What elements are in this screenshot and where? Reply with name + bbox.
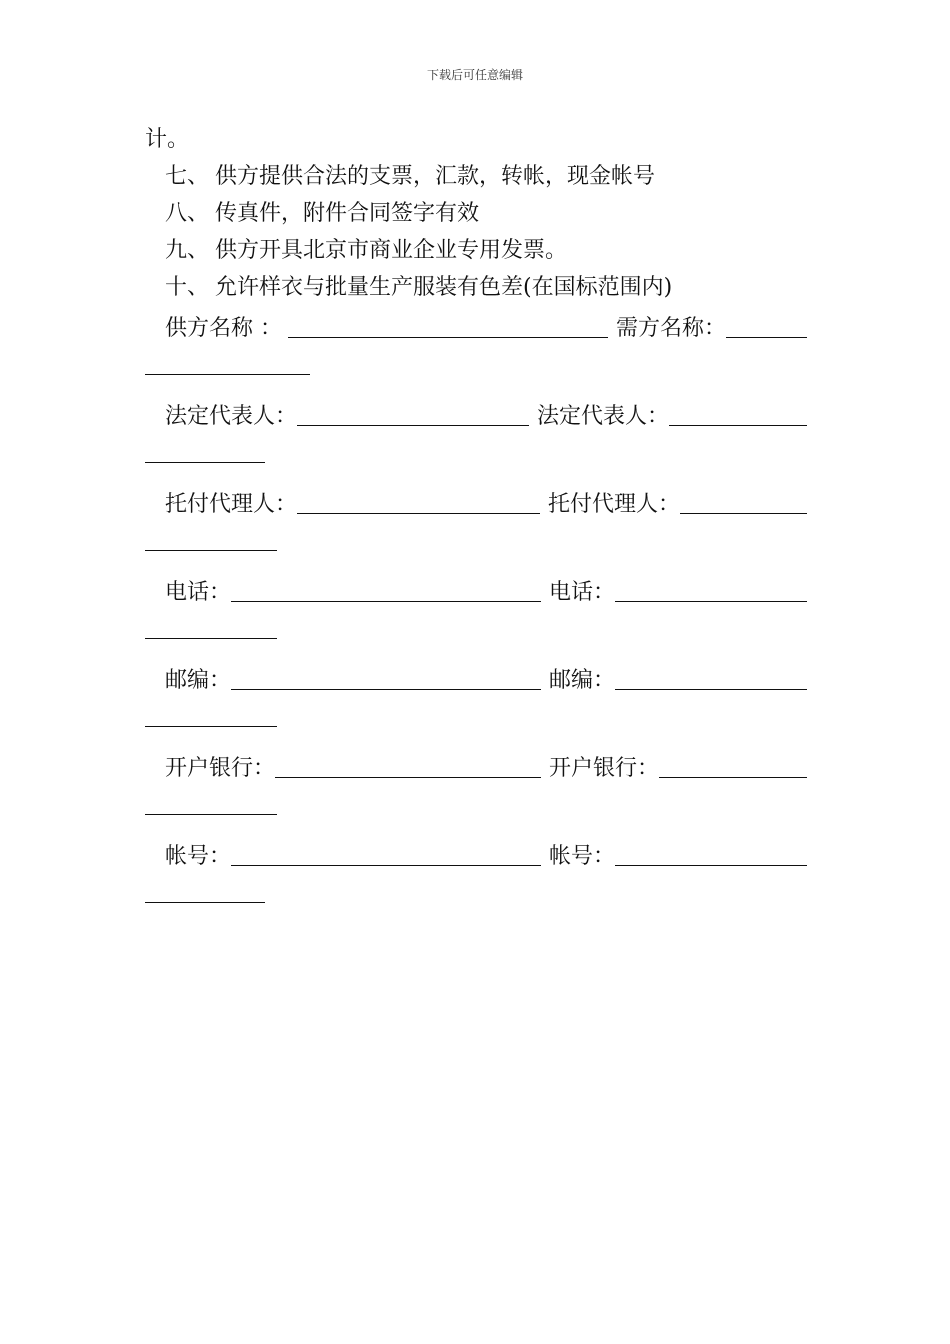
field-group-name: [145, 306, 807, 375]
buyer-name-blank[interactable]: [726, 311, 807, 338]
supplier-name-label: 供方名称 ：: [165, 316, 282, 341]
supplier-agent-label: 托付代理人：: [165, 492, 298, 517]
supplier-legal-rep-blank[interactable]: [297, 399, 529, 426]
field-row: [145, 306, 807, 342]
clause-text: 供方开具北京市商业企业专用发票。: [215, 238, 568, 263]
clause-7: [145, 159, 807, 196]
buyer-account-blank-continued[interactable]: [145, 901, 265, 903]
clause-number: 七、: [165, 164, 210, 189]
buyer-postcode-blank[interactable]: [615, 663, 807, 690]
field-row: [145, 658, 807, 694]
supplier-agent-blank[interactable]: [297, 487, 540, 514]
field-group-bank: [145, 746, 807, 815]
buyer-legal-rep-label: 法定代表人：: [537, 404, 670, 429]
field-group-agent: [145, 482, 807, 551]
buyer-legal-rep-blank[interactable]: [669, 399, 807, 426]
clause-9: [145, 233, 807, 270]
supplier-account-label: 帐号：: [165, 844, 232, 869]
buyer-postcode-blank-continued[interactable]: [145, 725, 277, 727]
field-row: [145, 746, 807, 782]
supplier-name-blank[interactable]: [288, 311, 608, 338]
field-group-legal-rep: [145, 394, 807, 463]
intro-text: 计。: [145, 127, 190, 152]
clause-number: 十、: [165, 275, 210, 300]
supplier-bank-blank[interactable]: [275, 751, 541, 778]
supplier-account-blank[interactable]: [231, 839, 541, 866]
field-group-postcode: [145, 658, 807, 727]
buyer-bank-blank-continued[interactable]: [145, 813, 277, 815]
supplier-phone-blank[interactable]: [231, 575, 541, 602]
buyer-agent-label: 托付代理人：: [548, 492, 681, 517]
buyer-phone-label: 电话：: [549, 580, 616, 605]
buyer-account-blank[interactable]: [615, 839, 807, 866]
buyer-agent-blank-continued[interactable]: [145, 549, 277, 551]
buyer-legal-rep-blank-continued[interactable]: [145, 461, 265, 463]
field-row: [145, 394, 807, 430]
clause-text: 传真件，附件合同签字有效: [215, 201, 480, 226]
clause-number: 八、: [165, 201, 210, 226]
buyer-phone-blank-continued[interactable]: [145, 637, 277, 639]
buyer-name-blank-continued[interactable]: [145, 373, 310, 375]
supplier-bank-label: 开户银行：: [165, 756, 276, 781]
supplier-legal-rep-label: 法定代表人：: [165, 404, 298, 429]
page-header: 下载后可任意编辑: [426, 68, 523, 82]
clause-8: [145, 196, 807, 233]
clause-number: 九、: [165, 238, 210, 263]
buyer-bank-blank[interactable]: [659, 751, 807, 778]
clause-10: [145, 270, 807, 307]
clause-text: 允许样衣与批量生产服装有色差(在国标范围内): [215, 275, 673, 300]
field-group-account: [145, 834, 807, 903]
supplier-postcode-label: 邮编：: [165, 668, 232, 693]
buyer-name-label: 需方名称：: [616, 316, 727, 341]
buyer-phone-blank[interactable]: [615, 575, 807, 602]
supplier-postcode-blank[interactable]: [231, 663, 541, 690]
supplier-phone-label: 电话：: [165, 580, 232, 605]
document-body: [145, 122, 807, 903]
buyer-account-label: 帐号：: [549, 844, 616, 869]
field-row: [145, 482, 807, 518]
buyer-agent-blank[interactable]: [680, 487, 807, 514]
field-row: [145, 834, 807, 870]
buyer-postcode-label: 邮编：: [549, 668, 616, 693]
clause-text: 供方提供合法的支票，汇款，转帐，现金帐号: [215, 164, 656, 189]
buyer-bank-label: 开户银行：: [549, 756, 660, 781]
field-row: [145, 570, 807, 606]
field-group-phone: [145, 570, 807, 639]
